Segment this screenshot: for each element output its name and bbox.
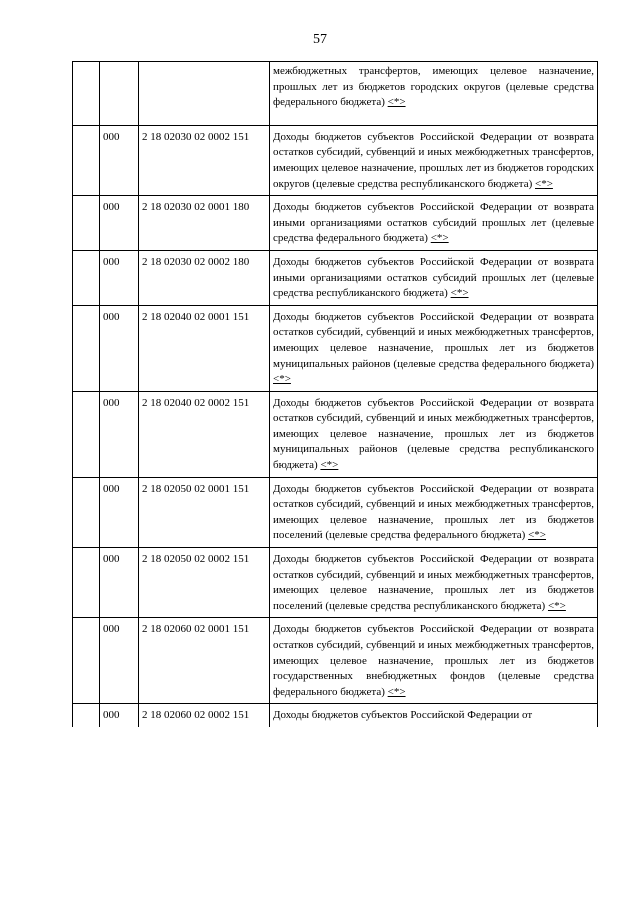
footnote-reference-link[interactable]: <*>: [273, 373, 291, 386]
admin-code-cell: 000: [100, 196, 139, 251]
footnote-reference-link[interactable]: <*>: [547, 599, 566, 612]
description-text: Доходы бюджетов субъектов Российской Федерации от возврата остатков субсидий, субвенций и иных межбюджетных трансфертов, имеющих целевое назначение, прошлых лет из бюджетов поселений (целевые средства федерального бюджета) <*>: [273, 482, 594, 542]
description-cell: [270, 305, 598, 391]
kbk-code-cell: 2 18 02060 02 0002 151: [139, 704, 270, 727]
admin-code-cell: 000: [100, 704, 139, 727]
description-text: Доходы бюджетов субъектов Российской Федерации от возврата остатков субсидий, субвенций и иных межбюджетных трансфертов, имеющих целевое назначение, прошлых лет из бюджетов государственных внебюджетных фондов (целевые средства федерального бюджета) <*>: [273, 623, 594, 698]
description-cell: [270, 391, 598, 477]
blank-cell: [73, 250, 100, 305]
description-cell: [270, 618, 598, 704]
blank-cell: [73, 548, 100, 618]
page-number: 57: [313, 32, 327, 47]
table-row: [73, 548, 598, 618]
description-cell: [270, 704, 598, 727]
kbk-code-cell: [139, 62, 270, 126]
kbk-code-cell: 2 18 02050 02 0001 151: [139, 477, 270, 547]
kbk-code-cell: 2 18 02040 02 0001 151: [139, 305, 270, 391]
kbk-code-cell: 2 18 02040 02 0002 151: [139, 391, 270, 477]
blank-cell: [73, 477, 100, 547]
description-cell: [270, 62, 598, 126]
table-row: [73, 305, 598, 391]
revenue-classification-table: [72, 61, 598, 727]
blank-cell: [73, 196, 100, 251]
description-cell: [270, 548, 598, 618]
description-text: Доходы бюджетов субъектов Российской Федерации от возврата иными организациями остатков субсидий прошлых лет (целевые средства республиканского бюджета) <*>: [273, 255, 594, 300]
description-text: Доходы бюджетов субъектов Российской Федерации от возврата остатков субсидий, субвенций и иных межбюджетных трансфертов, имеющих целевое назначение, прошлых лет из бюджетов муниципальных районов (целевые средства федерального бюджета) <*>: [273, 310, 594, 386]
table-row: [73, 704, 598, 727]
kbk-code-cell: 2 18 02030 02 0001 180: [139, 196, 270, 251]
admin-code-cell: 000: [100, 125, 139, 195]
table-row: [73, 250, 598, 305]
table-row: [73, 618, 598, 704]
footnote-reference-link[interactable]: <*>: [320, 459, 339, 472]
footnote-reference-link[interactable]: <*>: [387, 96, 406, 109]
footnote-reference-link[interactable]: <*>: [430, 232, 449, 245]
admin-code-cell: 000: [100, 548, 139, 618]
description-cell: [270, 196, 598, 251]
table-row: [73, 477, 598, 547]
kbk-code-cell: 2 18 02030 02 0002 151: [139, 125, 270, 195]
table-row: [73, 125, 598, 195]
kbk-code-cell: 2 18 02030 02 0002 180: [139, 250, 270, 305]
description-text: Доходы бюджетов субъектов Российской Федерации от возврата иными организациями остатков субсидий прошлых лет (целевые средства федерального бюджета) <*>: [273, 201, 594, 245]
footnote-reference-link[interactable]: <*>: [535, 177, 553, 190]
footnote-reference-link[interactable]: <*>: [387, 685, 406, 698]
description-cell: [270, 250, 598, 305]
admin-code-cell: [100, 62, 139, 126]
footnote-reference-link[interactable]: <*>: [528, 529, 547, 542]
description-cell: [270, 477, 598, 547]
admin-code-cell: 000: [100, 305, 139, 391]
description-text: Доходы бюджетов субъектов Российской Федерации от возврата остатков субсидий, субвенций и иных межбюджетных трансфертов, имеющих целевое назначение, прошлых лет из бюджетов поселений (целевые средства республиканского бюджета) <*>: [273, 553, 594, 612]
admin-code-cell: 000: [100, 477, 139, 547]
kbk-code-cell: 2 18 02060 02 0001 151: [139, 618, 270, 704]
admin-code-cell: 000: [100, 618, 139, 704]
table-row: [73, 391, 598, 477]
footnote-reference-link[interactable]: <*>: [450, 287, 469, 300]
description-text: межбюджетных трансфертов, имеющих целевое назначение, прошлых лет из бюджетов городских округов (целевые средства федерального бюджета) <*>: [273, 65, 594, 109]
table-row: [73, 196, 598, 251]
blank-cell: [73, 618, 100, 704]
description-text: Доходы бюджетов субъектов Российской Федерации от возврата остатков субсидий, субвенций и иных межбюджетных трансфертов, имеющих целевое назначение, прошлых лет из бюджетов муниципальных районов (целевые средства республиканского бюджета) <*>: [273, 396, 594, 472]
blank-cell: [73, 391, 100, 477]
admin-code-cell: 000: [100, 250, 139, 305]
kbk-code-cell: 2 18 02050 02 0002 151: [139, 548, 270, 618]
table-row: [73, 62, 598, 126]
description-cell: [270, 125, 598, 195]
blank-cell: [73, 62, 100, 126]
blank-cell: [73, 704, 100, 727]
admin-code-cell: 000: [100, 391, 139, 477]
blank-cell: [73, 125, 100, 195]
description-text: Доходы бюджетов субъектов Российской Федерации от возврата остатков субсидий, субвенций и иных межбюджетных трансфертов, имеющих целевое назначение, прошлых лет из бюджетов городских округов (целевые средства республиканского бюджета) <*>: [273, 130, 594, 190]
description-text: Доходы бюджетов субъектов Российской Федерации от: [273, 709, 533, 722]
blank-cell: [73, 305, 100, 391]
